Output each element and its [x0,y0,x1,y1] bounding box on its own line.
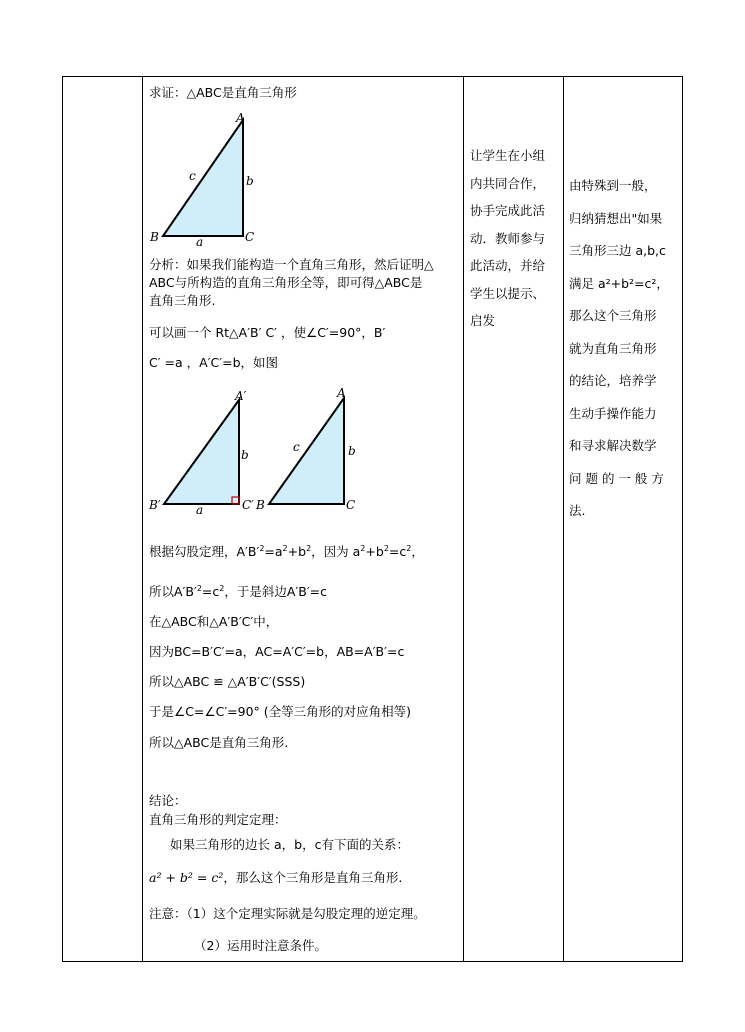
side-label-b-2: b [348,444,356,458]
pythagoras-line: 根据勾股定理，$A'B'^2=a^2+b^2$，因为 $a^2+b^2=c^2$， [149,543,424,559]
vertex-label-c: C [245,230,255,244]
design-intent-line: 问 题 的 一 般 方 [569,470,664,486]
student-activity-line: 内共同合作， [470,175,546,191]
vertex-label-c-2: C [346,498,356,512]
hypotenuse-line: 所以$A'B'^2=c^2$，于是斜边A′B′=c [149,583,328,599]
conclusion-label: 结论： [149,793,187,808]
vertex-label-c-prime: C′ [242,498,254,512]
proof-step-2: 因为BC=B′C′=a，AC=A′C′=b，AB=A′B′=c [149,644,405,659]
side-label-b-prime: b [241,448,249,462]
theorem-body: 如果三角形的边长 a，b，c有下面的关系： [170,837,409,852]
student-activity-line: 动．教师参与 [470,230,546,246]
construct-line-2: C′ =a ，A′C′=b，如图 [149,355,279,370]
side-label-b: b [246,174,254,188]
triangle-figure-prime [145,383,265,518]
vertex-label-a-prime: A′ [235,389,247,403]
vertex-label-b-2: B [256,498,265,512]
side-label-a: a [196,235,204,249]
design-intent-line: 满足 a²+b²=c²， [569,275,669,291]
vertex-label-a: A [236,111,245,125]
note-1: 注意：（1）这个定理实际就是勾股定理的逆定理。 [149,906,426,921]
design-intent-line: 三角形三边 a,b,c [569,243,666,258]
column-divider [142,76,143,961]
formula: a² + b² = c² [149,870,224,885]
analysis-line-2: ABC与所构造的直角三角形全等，即可得△ABC是 [149,275,423,290]
construct-line-1: 可以画一个 Rt△A′B′ C′ ，使∠C′=90°，B′ [149,325,386,340]
side-label-c: c [189,169,196,183]
note-2: （2）运用时注意条件。 [194,938,327,953]
prove-line: 求证：△ABC是直角三角形 [149,85,297,100]
student-activity-line: 协手完成此活 [470,203,546,218]
triangle-figure-abc-2 [255,383,360,518]
design-intent-line: 归纳猜想出"如果 [569,210,663,226]
student-activity-line: 启发 [470,313,496,328]
column-divider [463,76,464,961]
student-activity-line: 此活动，并给 [470,258,546,273]
side-label-a-prime: a [196,503,204,517]
triangle-figure-abc [145,110,260,250]
proof-step-1: 在△ABC和△A′B′C′中， [149,614,279,629]
proof-step-4: 于是∠C=∠C′=90° (全等三角形的对应角相等) [149,704,412,719]
vertex-label-b-prime: B′ [149,498,161,512]
student-activity-line: 学生以提示、 [470,285,546,301]
vertex-label-a-2: A [337,386,346,400]
design-intent-line: 和寻求解决数学 [569,438,657,453]
proof-step-3: 所以△ABC ≌ △A′B′C′(SSS) [149,674,306,689]
student-activity-line: 让学生在小组 [470,148,546,163]
design-intent-line: 由特殊到一般， [569,178,657,193]
design-intent-line: 法. [569,503,586,518]
theorem-title: 直角三角形的判定定理： [149,812,287,827]
column-divider [563,76,564,961]
design-intent-line: 就为直角三角形 [569,340,657,356]
proof-step-5: 所以△ABC是直角三角形. [149,735,289,750]
side-label-c-2: c [293,440,300,454]
theorem-formula: a² + b² = c²，那么这个三角形是直角三角形. [149,870,403,885]
student-activity [470,142,562,335]
analysis-line-1: 分析：如果我们能构造一个直角三角形，然后证明△ [149,257,434,272]
design-intent [569,170,679,528]
analysis-line-3: 直角三角形. [149,293,216,308]
vertex-label-b: B [150,230,159,244]
design-intent-line: 生动手操作能力 [569,405,657,421]
design-intent-line: 那么这个三角形 [569,308,657,323]
design-intent-line: 的结论，培养学 [569,373,657,388]
